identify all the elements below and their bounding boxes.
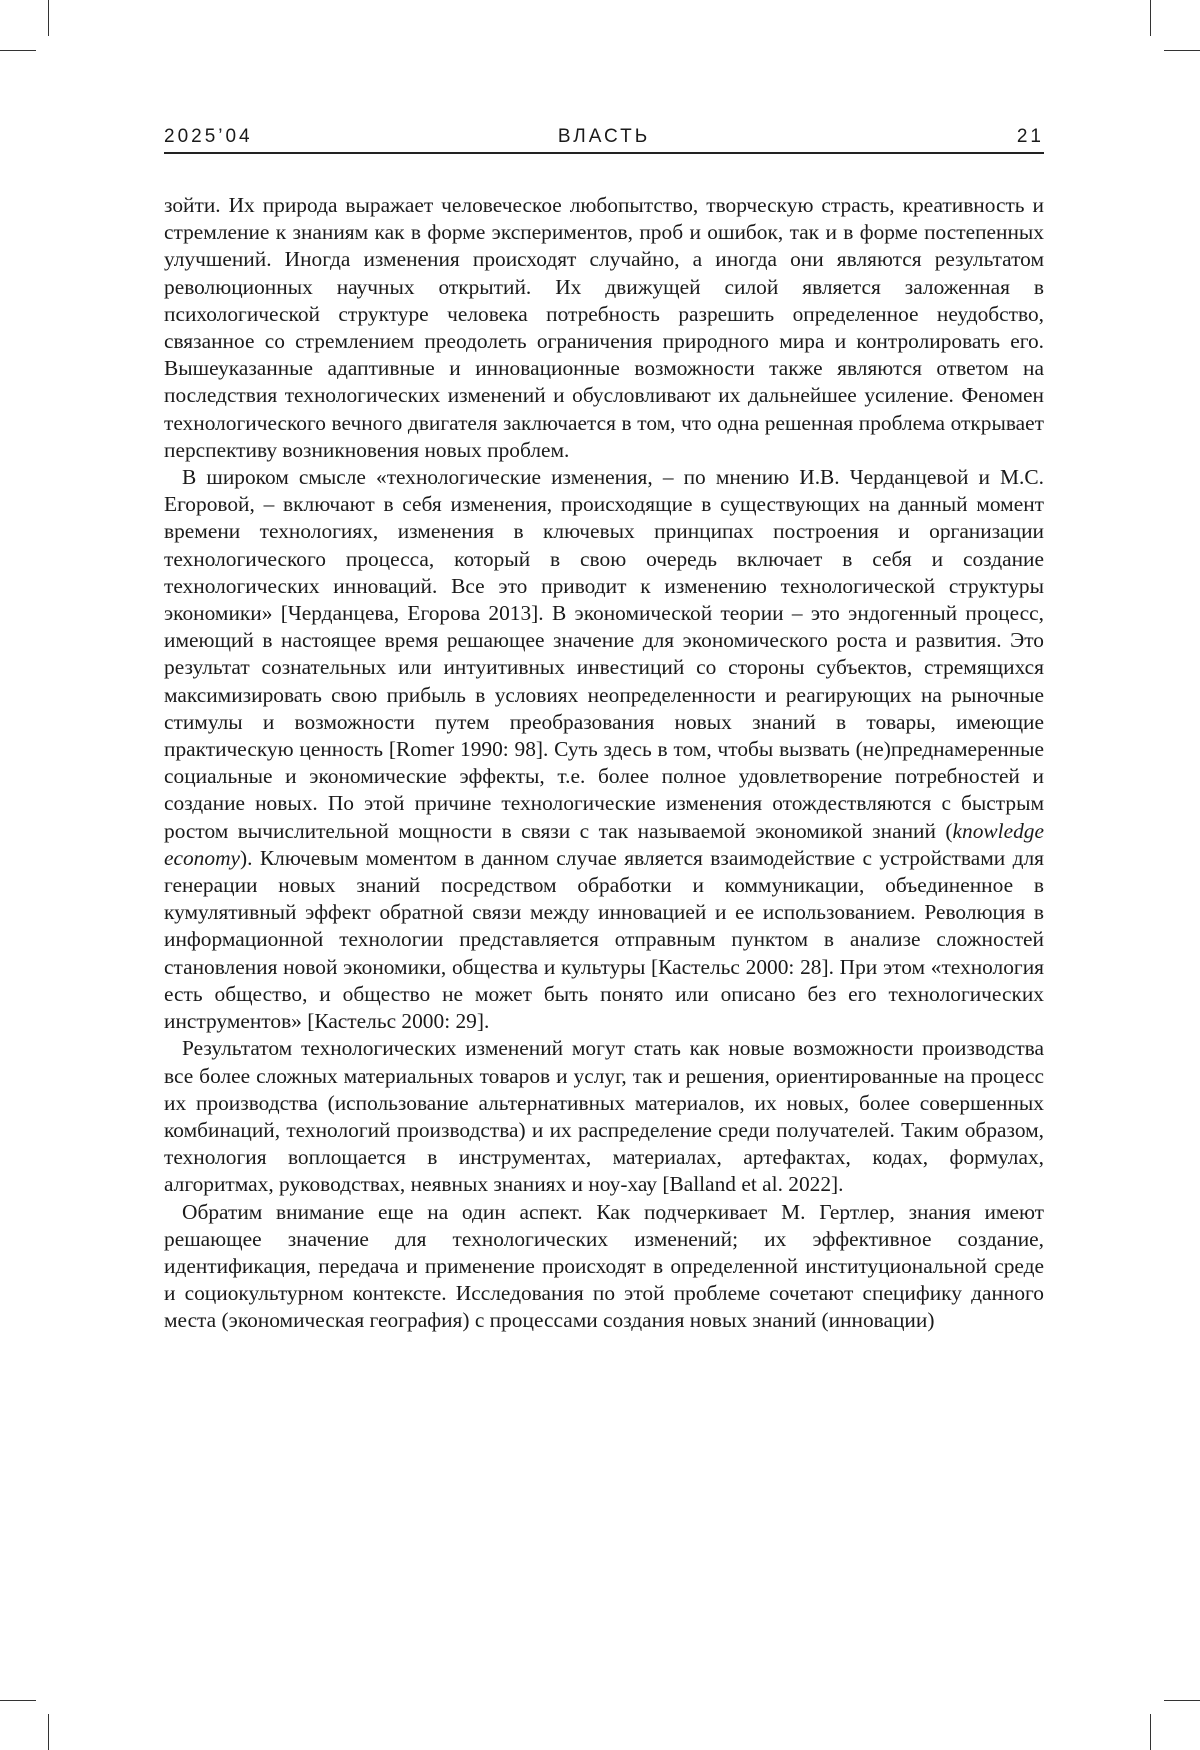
paragraph-1-text: зойти. Их природа выражает человеческое любопытство, творческую страсть, креативность и стремление к знаниям как в форме экспериментов, проб и ошибок, так и в форме постепенных улучшений. Иногда изменения происходят случайно, а иногда они являются результатом революционных научных открытий. Их движущей силой является заложенная в психологической структуре человека потребность разрешить определенное неудобство, связанное со стремлением преодолеть ограничения природного мира и контролировать его. Вышеуказанные адаптивные и инновационные возможности также являются ответом на последствия технологических изменений и обусловливают их дальнейшее усиление. Феномен технологического вечного двигателя заключается в том, что одна решенная проблема открывает перспективу возникновения новых проблем. (164, 193, 1044, 462)
journal-title: ВЛАСТЬ (558, 126, 650, 148)
paragraph-4-text: Обратим внимание еще на один аспект. Как подчеркивает М. Гертлер, знания имеют решающее значение для технологических изменений; их эффективное создание, идентификация, передача и применение происходят в определенной институциональной среде и социокультурном контексте. Исследования по этой проблеме сочетают специфику данного места (экономическая география) с процессами создания новых знаний (инновации) (164, 1200, 1044, 1333)
crop-mark-bottom-left-h (0, 1700, 36, 1701)
paragraph-4 (164, 1199, 1044, 1335)
paragraph-2-text-b: ). Ключевым моментом в данном случае является взаимодействие с устройствами для генерации новых знаний посредством обработки и коммуникации, объединенное в кумулятивный эффект обратной связи между инновацией и ее использованием. Революция в информационной технологии представляется отправным пунктом в анализе сложностей становления новой экономики, общества и культуры [Кастельс 2000: 28]. При этом «технология есть общество, и общество не может быть понято или описано без его технологических инструментов» [Кастельс 2000: 29]. (164, 846, 1044, 1033)
paragraph-3-text: Результатом технологических изменений могут стать как новые возможности производства все более сложных материальных товаров и услуг, так и решения, ориентированные на процесс их производства (использование альтернативных материалов, их новых, более совершенных комбинаций, технологий производства) и их распределение среди получателей. Таким образом, технология воплощается в инструментах, материалах, артефактах, кодах, формулах, алгоритмах, руководствах, неявных знаниях и ноу-хау [Balland et al. 2022]. (164, 1036, 1044, 1196)
crop-mark-bottom-right-h (1164, 1700, 1200, 1701)
paragraph-1 (164, 192, 1044, 464)
paragraph-2-text-a: В широком смысле «технологические изменения, – по мнению И.В. Черданцевой и М.С. Егоровой, – включают в себя изменения, происходящие в существующих на данный момент времени технологиях, изменения в ключевых принципах построения и организации технологического процесса, который в свою очередь включает в себя и создание технологических инноваций. Все это приводит к изменению технологической структуры экономики» [Черданцева, Егорова 2013]. В экономической теории – это эндогенный процесс, имеющий в настоящее время решающее значение для экономического роста и развития. Это результат сознательных или интуитивных инвестиций со стороны субъектов, стремящихся максимизировать свою прибыль в условиях неопределенности и реагирующих на рыночные стимулы и возможности путем преобразования новых знаний в товары, имеющие практическую ценность [Romer 1990: 98]. Суть здесь в том, чтобы вызвать (не)преднамеренные социальные и экономические эффекты, т.е. более полное удовлетворение потребностей и создание новых. По этой причине технологические изменения отождествляются с быстрым ростом вычислительной мощности в связи с так называемой экономикой знаний ( (164, 465, 1044, 843)
crop-mark-top-left-h (0, 50, 36, 51)
crop-mark-bottom-right (1150, 1714, 1151, 1750)
paragraph-2-italic-term: knowledge economy (164, 819, 1044, 870)
crop-mark-top-right (1150, 0, 1151, 36)
paragraph-3 (164, 1035, 1044, 1198)
paragraph-2 (164, 464, 1044, 1035)
page-number: 21 (1017, 126, 1044, 148)
crop-mark-top-right-h (1164, 50, 1200, 51)
crop-mark-bottom-left (48, 1714, 49, 1750)
running-header (164, 126, 1044, 154)
crop-mark-top-left (48, 0, 49, 36)
article-body (164, 192, 1044, 1335)
issue-number: 2025’04 (164, 126, 253, 148)
